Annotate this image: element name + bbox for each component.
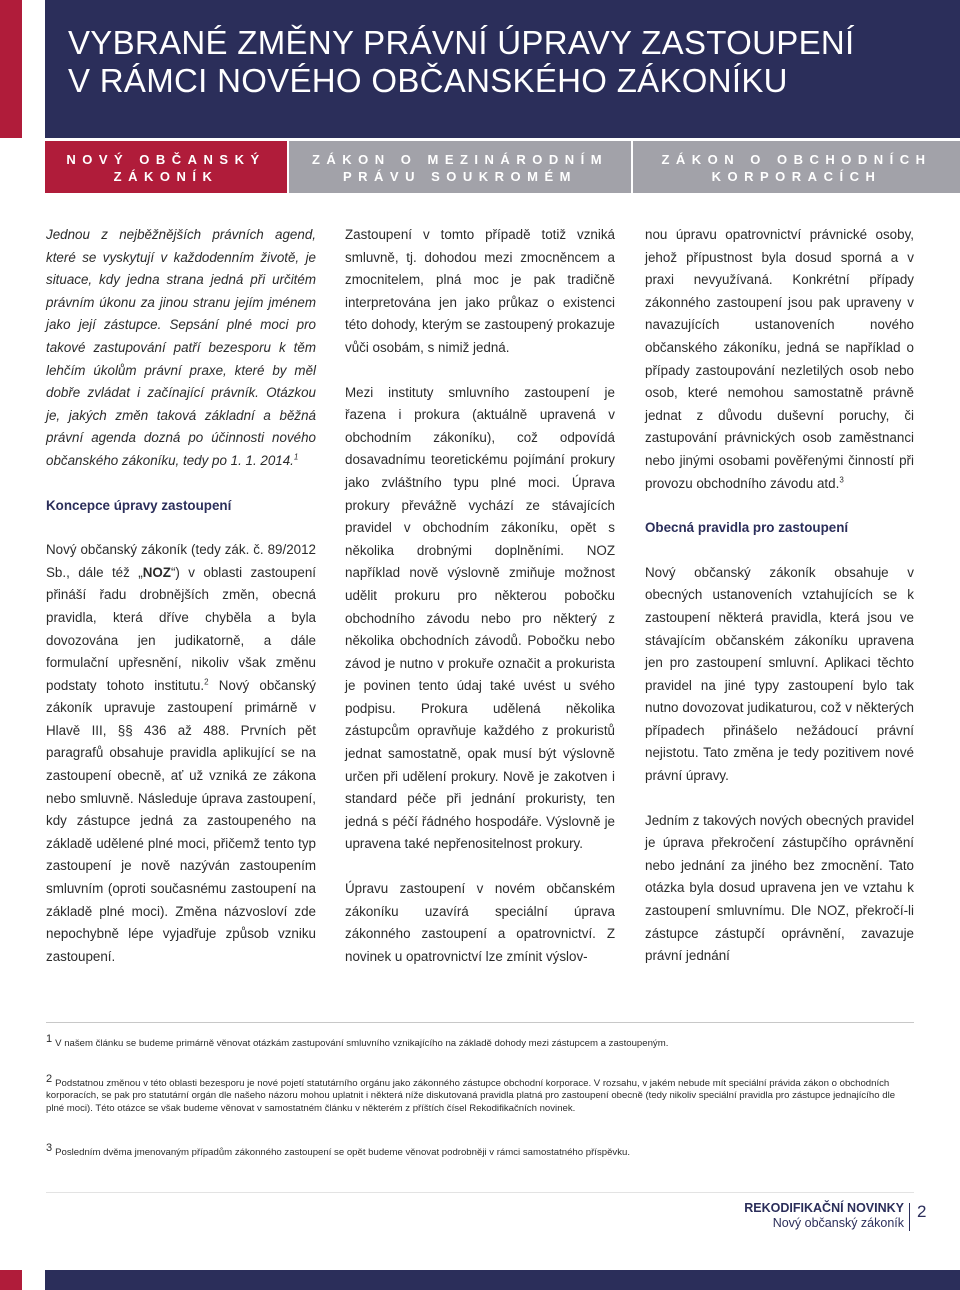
footnote-divider [46,1022,914,1023]
publication-subtitle: Nový občanský zákoník [772,1216,904,1230]
bottom-band [45,1270,960,1290]
paragraph-text: “) v oblasti zastoupení přináší řadu drobnějších změn, obecná pravidla, která dříve chyběla a byla dovozována jen judikatorně, a dále formulační upřesnění, nikoliv však změnu podstaty tohoto institutu. [46,564,317,693]
footer-brand [744,1201,904,1231]
footnote-ref-2[interactable]: 2 [204,677,209,687]
tab-zakon-o-obchodnich-korporacich[interactable] [633,141,960,193]
abbreviation-noz: NOZ [142,564,171,580]
title-line-2: V RÁMCI NOVÉHO OBČANSKÉHO ZÁKONÍKU [68,62,788,99]
footnote-2 [46,1073,914,1115]
body-paragraph: Zastoupení v tomto případě totiž vzniká smluvně, tj. dohodou mezi zmocněncem a zmocnitelem, plná moc je pak tradičně interpretována jen jako průkaz o existenci této dohody, kterým se zastoupený prokazuje vůči osobám, s nimiž jedná. [345,227,615,355]
bottom-accent-bar [0,1270,22,1290]
footnote-1 [46,1033,914,1050]
body-paragraph [46,539,316,968]
section-heading-koncepce: Koncepce úpravy zastoupení [46,497,232,513]
footnote-text: Posledním dvěma jmenovaným případům zákonného zastoupení se opět budeme věnovat podrobněji v rámci samostatného příspěvku. [55,1147,631,1159]
intro-paragraph [46,224,316,473]
footnote-ref-3[interactable]: 3 [839,475,844,485]
footnote-number: 3 [46,1142,53,1154]
footnote-number: 1 [46,1033,53,1045]
body-paragraph: Nový občanský zákoník obsahuje v obecných ustanoveních vztahujících se k zastoupení některá pravidla, která jsou ve stávajícím občanském zákoníku upravena jen pro zastoupení smluvní. Aplikaci těchto pravidel na jiné typy zastoupení bylo tak nutno dovozovat judikaturou, což v některých případech přinášelo nežádoucí právní nejistotu. Tato změna je tedy pozitivem nové právní úpravy. [645,564,914,784]
footnote-text: V našem článku se budeme primárně věnovat otázkám zastupování smluvního vznikajícího na základě dohody mezi zástupcem a zastoupeným. [55,1038,669,1050]
page-title [68,24,854,100]
title-line-1: VYBRANÉ ZMĚNY PRÁVNÍ ÚPRAVY ZASTOUPENÍ [68,24,855,61]
paragraph-text: Nový občanský zákoník upravuje zastoupení primárně v Hlavě III, §§ 436 až 488. Prvních pět paragrafů obsahuje pravidla aplikující se na zastoupení obecně, ať už vzniká ze zákona nebo smluvně. Následuje úprava zastoupení, kdy zástupce jedná za zastoupeného na základě udělené plné moci, přičemž tento typ zastoupení je nově nazýván zastoupením smluvním (oproti současnému zastoupení na základě plné moci). Změna názvosloví zde nepochybně lépe vyjadřuje způsob vzniku zastoupení. [46,677,316,964]
footnote-3 [46,1142,914,1159]
tab-novy-obcansky-zakonik[interactable] [45,141,287,193]
body-paragraph: Jedním z takových nových obecných pravidel je úprava překročení zástupčího oprávnění nebo jednání za jiného bez zmocnění. Tato otázka byla dosud upravena jen ve vztahu k zastoupení smluvnímu. Dle NOZ, překročí-li zástupce zástupčí oprávnění, zavazuje právní jednání [645,812,914,964]
paragraph-text: nou úpravu opatrovnictví právnické osoby, jehož přípustnost byla dosud sporná a v praxi nevyužívaná. Konkrétní případy zákonného zastoupení jsou pak upraveny v navazujících ustanoveních nového občanského zákoníku, jedná se například o případy zastoupování nezletilých osob nebo osob, které nemohou samostatně právně jednat z důvodu duševní poruchy, či zastupování právnických osob zaměstnanci nebo jinými osobami pověřenými činností při provozu obchodního závodu atd. [645,227,914,491]
text-column-1 [46,224,316,968]
paragraph-text: Nový občanský zákoník (tedy zák. č. 89/2012 Sb., dále též „ [46,542,316,580]
tab-label-line-2: ZÁKONÍK [113,169,219,184]
text-column-2 [345,224,615,968]
tab-zakon-o-mezinarodnim-pravu[interactable] [289,141,631,193]
footnote-number: 2 [46,1073,53,1085]
section-heading-obecna-pravidla: Obecná pravidla pro zastoupení [645,520,849,536]
tab-label-line-2: PRÁVU SOUKROMÉM [342,169,577,184]
tab-label-line-1: ZÁKON O OBCHODNÍCH [661,152,932,167]
tab-label-line-1: ZÁKON O MEZINÁRODNÍM [311,152,609,167]
footnote-text: Podstatnou změnou v této oblasti bezesporu je nové pojetí statutárního orgánu jako zákonného zástupce obchodní korporace. V rozsahu, v jakém nebude mít speciální právida zákon o obchodních korporacích, se pak pro statutární orgán dle našeho názoru mohou uplatnit i některá níže diskutovaná pravidla platná pro zastoupení obecně (tedy nikoliv speciální pravidla pro zástupce jednajícího dle plné moci). Této otázce se však budeme věnovat v samostatném článku v některém z příštích čísel Rekodifikačních novinek. [46,1078,896,1114]
text-column-3 [645,224,914,968]
publication-name: REKODIFIKAČNÍ NOVINKY [744,1201,904,1215]
footnote-ref-1[interactable]: 1 [293,452,299,462]
footer-separator [909,1203,910,1231]
body-paragraph [645,224,914,495]
tab-label-line-1: NOVÝ OBČANSKÝ [66,152,266,167]
body-paragraph: Mezi instituty smluvního zastoupení je řazena i prokura (aktuálně upravená v obchodním zákoníku), což odpovídá dosavadnímu teoretickému pojímání prokury jako zvláštního typu plné moci. Úprava prokury převážně vychází ze stávajících pravidel v obchodním zákoníku, opět s několika drobnými doplněními. NOZ například nově výslovně zmiňuje možnost udělit prokuru pro některou pobočku obchodního závodu nebo pro některý z několika obchodních závodů. Pobočku nebo závod je nutno v prokuře označit a prokurista je povinen tento údaj také uvést u svého podpisu. Prokura udělená několika zástupcům opravňuje každého z prokuristů jednat samostatně, opak musí být výslovně určen při udělení prokury. Nově je zakotven i standard péče při jednání prokuristy, ten jedná s péčí řádného hospodáře. Výslovně je upravena také nepřenositelnost prokury. [345,384,615,852]
left-accent-bar [0,0,22,138]
tab-label-line-2: KORPORACÍCH [711,169,882,184]
page-number: 2 [917,1202,927,1221]
body-paragraph: Úpravu zastoupení v novém občanském zákoníku uzavírá speciální úprava zákonného zastoupení a opatrovnictví. Z novinek u opatrovnictví lze zmínit výslov- [345,881,615,964]
footer-divider [46,1192,914,1193]
intro-text: Jednou z nejběžnějších právních agend, které se vyskytují v každodenním životě, je situace, kdy jedna strana jedná při určitém právním úkonu za jinou stranu jejím jménem jako její zástupce. Sepsání plné moci pro takové zastupování patří bezesporu k těm lehčím úkolům právní praxe, které by měl dobře zvládat i začínající právník. Otázkou je, jakých změn taková základní a běžná právní agenda dozná po účinnosti nového občanského zákoníku, tedy po 1. 1. 2014. [46,227,316,468]
